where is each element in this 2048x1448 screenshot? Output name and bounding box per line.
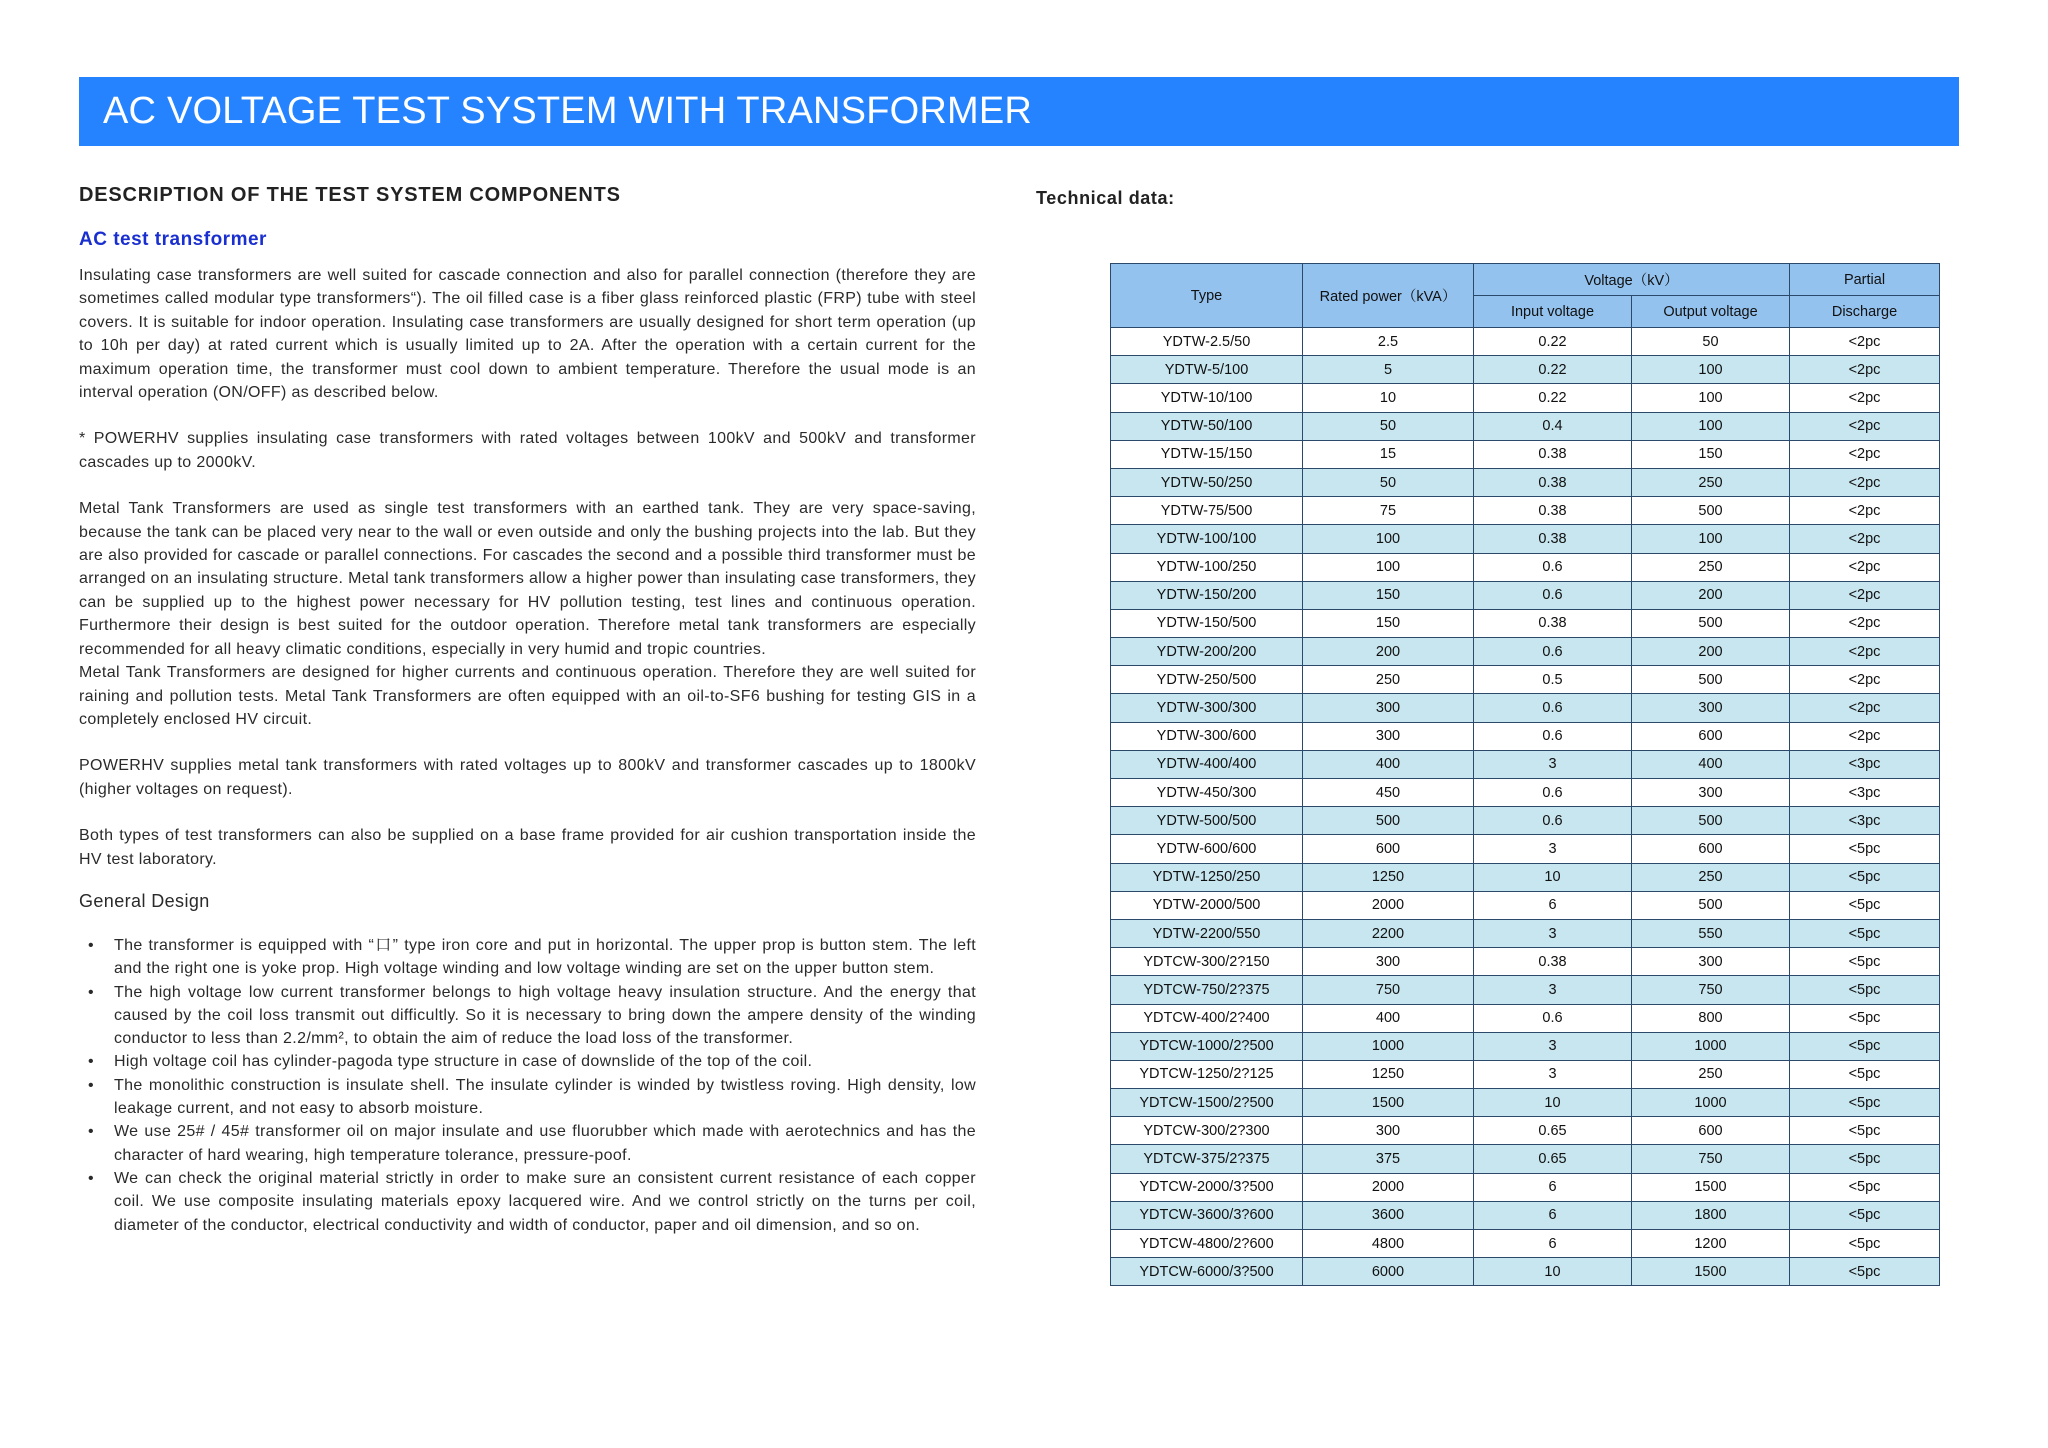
cell-output-voltage: 50 (1632, 328, 1790, 356)
cell-output-voltage: 250 (1632, 468, 1790, 496)
cell-input-voltage: 0.38 (1474, 440, 1632, 468)
table-row (1111, 948, 1940, 976)
table-row (1111, 694, 1940, 722)
cell-input-voltage: 0.38 (1474, 609, 1632, 637)
cell-type: YDTCW-1250/2?125 (1111, 1060, 1303, 1088)
cell-rated-power: 1250 (1303, 863, 1474, 891)
cell-input-voltage: 10 (1474, 1258, 1632, 1286)
cell-rated-power: 1000 (1303, 1032, 1474, 1060)
cell-input-voltage: 3 (1474, 976, 1632, 1004)
cell-type: YDTW-200/200 (1111, 638, 1303, 666)
technical-data-table (1110, 263, 1940, 1286)
table-row (1111, 1145, 1940, 1173)
description-column (79, 180, 976, 1237)
cell-input-voltage: 6 (1474, 1230, 1632, 1258)
cell-output-voltage: 1000 (1632, 1089, 1790, 1117)
section-title: DESCRIPTION OF THE TEST SYSTEM COMPONENTS (79, 184, 621, 206)
paragraph-insulating-case: Insulating case transformers are well suited for cascade connection and also for parallel connection (therefore they are sometimes called modular type transformers“). The oil filled case is a fiber glass reinforced plastic (FRP) tube with steel covers. It is suitable for indoor operation. Insulating case transformers are usually designed for short term operation (up to 10h per day) at rated current which is usually limited up to 2A. After the operation with a certain current for the maximum operation time, the transformer must cool down to ambient temperature. Therefore the usual mode is an interval operation (ON/OFF) as described below. (79, 267, 976, 402)
cell-type: YDTW-10/100 (1111, 384, 1303, 412)
cell-input-voltage: 0.6 (1474, 807, 1632, 835)
table-row (1111, 581, 1940, 609)
cell-rated-power: 50 (1303, 412, 1474, 440)
cell-type: YDTCW-1500/2?500 (1111, 1089, 1303, 1117)
cell-output-voltage: 100 (1632, 525, 1790, 553)
cell-input-voltage: 0.6 (1474, 779, 1632, 807)
cell-rated-power: 6000 (1303, 1258, 1474, 1286)
table-row (1111, 919, 1940, 947)
cell-rated-power: 3600 (1303, 1201, 1474, 1229)
table-row (1111, 1173, 1940, 1201)
table-row (1111, 1089, 1940, 1117)
paragraph-metal-tank-currents: Metal Tank Transformers are designed for higher currents and continuous operation. Therefore they are well suited for raining and pollution tests. Metal Tank Transformers are often equipped with an oil-to-SF6 bushing for testing GIS in a completely enclosed HV circuit. (79, 664, 976, 728)
cell-partial-discharge: <5pc (1790, 1145, 1940, 1173)
cell-type: YDTW-15/150 (1111, 440, 1303, 468)
table-row (1111, 1004, 1940, 1032)
cell-type: YDTW-100/100 (1111, 525, 1303, 553)
cell-input-voltage: 0.6 (1474, 553, 1632, 581)
cell-output-voltage: 600 (1632, 722, 1790, 750)
header-input-voltage: Input voltage (1474, 296, 1632, 328)
cell-rated-power: 2000 (1303, 891, 1474, 919)
cell-type: YDTW-1250/250 (1111, 863, 1303, 891)
table-row (1111, 468, 1940, 496)
cell-type: YDTCW-750/2?375 (1111, 976, 1303, 1004)
cell-rated-power: 50 (1303, 468, 1474, 496)
cell-input-voltage: 3 (1474, 919, 1632, 947)
paragraph-base-frame: Both types of test transformers can also be supplied on a base frame provided for air cushion transportation inside the HV test laboratory. (79, 827, 976, 868)
cell-rated-power: 10 (1303, 384, 1474, 412)
cell-partial-discharge: <5pc (1790, 891, 1940, 919)
table-row (1111, 440, 1940, 468)
table-row (1111, 553, 1940, 581)
cell-input-voltage: 0.38 (1474, 525, 1632, 553)
cell-partial-discharge: <2pc (1790, 497, 1940, 525)
table-row (1111, 638, 1940, 666)
list-item: • We can check the original material strictly in order to make sure an consistent current resistance of each copper coil. We use composite insulating materials epoxy lacquered wire. And we control strictly on the turns per coil, diameter of the conductor, electrical conductivity and width of conductor, paper and oil dimension, and so on. (79, 1167, 976, 1237)
cell-rated-power: 500 (1303, 807, 1474, 835)
cell-rated-power: 150 (1303, 581, 1474, 609)
cell-output-voltage: 1500 (1632, 1258, 1790, 1286)
table-row (1111, 835, 1940, 863)
cell-partial-discharge: <2pc (1790, 638, 1940, 666)
cell-output-voltage: 150 (1632, 440, 1790, 468)
bullet-icon: • (88, 1053, 94, 1071)
paragraph-powerhv-insulating: * POWERHV supplies insulating case transformers with rated voltages between 100kV and 500kV and transformer cascades up to 2000kV. (79, 430, 976, 471)
cell-partial-discharge: <2pc (1790, 525, 1940, 553)
cell-output-voltage: 600 (1632, 1117, 1790, 1145)
cell-input-voltage: 10 (1474, 1089, 1632, 1117)
cell-rated-power: 200 (1303, 638, 1474, 666)
cell-rated-power: 600 (1303, 835, 1474, 863)
cell-rated-power: 2000 (1303, 1173, 1474, 1201)
table-row (1111, 412, 1940, 440)
table-row (1111, 525, 1940, 553)
cell-output-voltage: 100 (1632, 412, 1790, 440)
cell-type: YDTW-300/600 (1111, 722, 1303, 750)
subsection-title: AC test transformer (79, 229, 267, 250)
cell-input-voltage: 0.6 (1474, 722, 1632, 750)
cell-partial-discharge: <5pc (1790, 976, 1940, 1004)
cell-input-voltage: 0.6 (1474, 1004, 1632, 1032)
cell-rated-power: 300 (1303, 948, 1474, 976)
cell-rated-power: 450 (1303, 779, 1474, 807)
header-discharge: Discharge (1790, 296, 1940, 328)
cell-partial-discharge: <3pc (1790, 750, 1940, 778)
cell-partial-discharge: <2pc (1790, 440, 1940, 468)
bullet-icon: • (88, 1123, 94, 1141)
cell-input-voltage: 0.6 (1474, 581, 1632, 609)
paragraph-metal-tank: Metal Tank Transformers are used as single test transformers with an earthed tank. They are very space-saving, because the tank can be placed very near to the wall or even outside and only the bushing projects into the lab. But they are also provided for cascade or parallel connections. For cascades the second and a possible third transformer must be arranged on an insulating structure. Metal tank transformers allow a higher power than insulating case transformers, they can be supplied up to the highest power necessary for HV pollution testing, test lines and continuous operation. Furthermore their design is best suited for the outdoor operation. Therefore metal tank transformers are especially recommended for all heavy climatic conditions, especially in very humid and tropic countries. (79, 500, 977, 658)
cell-partial-discharge: <2pc (1790, 722, 1940, 750)
cell-input-voltage: 0.38 (1474, 497, 1632, 525)
cell-rated-power: 1250 (1303, 1060, 1474, 1088)
cell-type: YDTW-2200/550 (1111, 919, 1303, 947)
cell-partial-discharge: <2pc (1790, 468, 1940, 496)
cell-partial-discharge: <2pc (1790, 694, 1940, 722)
cell-type: YDTCW-2000/3?500 (1111, 1173, 1303, 1201)
cell-type: YDTCW-1000/2?500 (1111, 1032, 1303, 1060)
cell-type: YDTW-400/400 (1111, 750, 1303, 778)
cell-output-voltage: 750 (1632, 1145, 1790, 1173)
cell-partial-discharge: <2pc (1790, 356, 1940, 384)
cell-partial-discharge: <5pc (1790, 1230, 1940, 1258)
cell-output-voltage: 750 (1632, 976, 1790, 1004)
cell-partial-discharge: <5pc (1790, 1258, 1940, 1286)
cell-input-voltage: 0.6 (1474, 638, 1632, 666)
cell-output-voltage: 300 (1632, 779, 1790, 807)
cell-type: YDTW-150/500 (1111, 609, 1303, 637)
cell-output-voltage: 500 (1632, 609, 1790, 637)
cell-type: YDTW-2000/500 (1111, 891, 1303, 919)
list-item: • We use 25# / 45# transformer oil on major insulate and use fluorubber which made with aerotechnics and has the character of hard wearing, high temperature tolerance, pressure-poof. (79, 1120, 976, 1167)
cell-partial-discharge: <3pc (1790, 807, 1940, 835)
cell-type: YDTCW-4800/2?600 (1111, 1230, 1303, 1258)
header-voltage: Voltage（kV） (1474, 264, 1790, 296)
cell-input-voltage: 6 (1474, 1201, 1632, 1229)
cell-rated-power: 300 (1303, 722, 1474, 750)
table-row (1111, 497, 1940, 525)
cell-output-voltage: 550 (1632, 919, 1790, 947)
list-item: • The transformer is equipped with “口” type iron core and put in horizontal. The upper prop is button stem. The left and the right one is yoke prop. High voltage winding and low voltage winding are set on the upper button stem. (79, 934, 976, 981)
cell-partial-discharge: <2pc (1790, 384, 1940, 412)
cell-rated-power: 15 (1303, 440, 1474, 468)
cell-partial-discharge: <5pc (1790, 863, 1940, 891)
cell-type: YDTW-250/500 (1111, 666, 1303, 694)
cell-rated-power: 400 (1303, 1004, 1474, 1032)
cell-output-voltage: 250 (1632, 553, 1790, 581)
cell-rated-power: 300 (1303, 694, 1474, 722)
cell-input-voltage: 0.38 (1474, 948, 1632, 976)
cell-partial-discharge: <2pc (1790, 581, 1940, 609)
table-row (1111, 1230, 1940, 1258)
design-bullet-list (79, 934, 976, 1237)
cell-input-voltage: 0.22 (1474, 328, 1632, 356)
cell-partial-discharge: <5pc (1790, 1201, 1940, 1229)
cell-type: YDTCW-300/2?150 (1111, 948, 1303, 976)
cell-output-voltage: 200 (1632, 638, 1790, 666)
list-item: • The high voltage low current transformer belongs to high voltage heavy insulation structure. And the energy that caused by the coil loss transmit out difficultly. So it is necessary to bring down the ampere density of the winding conductor to less than 2.2/mm², to obtain the aim of reduce the load loss of the transformer. (79, 981, 976, 1051)
table-row (1111, 863, 1940, 891)
cell-output-voltage: 1500 (1632, 1173, 1790, 1201)
table-row (1111, 976, 1940, 1004)
cell-input-voltage: 10 (1474, 863, 1632, 891)
cell-input-voltage: 0.6 (1474, 694, 1632, 722)
table-row (1111, 1117, 1940, 1145)
cell-partial-discharge: <2pc (1790, 609, 1940, 637)
cell-input-voltage: 0.22 (1474, 356, 1632, 384)
cell-type: YDTW-75/500 (1111, 497, 1303, 525)
table-row (1111, 807, 1940, 835)
cell-rated-power: 5 (1303, 356, 1474, 384)
cell-partial-discharge: <5pc (1790, 1089, 1940, 1117)
table-row (1111, 328, 1940, 356)
cell-partial-discharge: <5pc (1790, 919, 1940, 947)
paragraph-powerhv-metal-tank: POWERHV supplies metal tank transformers with rated voltages up to 800kV and transformer cascades up to 1800kV (higher voltages on request). (79, 757, 976, 798)
bullet-icon: • (88, 936, 94, 954)
table-row (1111, 750, 1940, 778)
table-row (1111, 1060, 1940, 1088)
cell-rated-power: 300 (1303, 1117, 1474, 1145)
header-rated-power: Rated power（kVA） (1303, 264, 1474, 328)
cell-partial-discharge: <5pc (1790, 1173, 1940, 1201)
cell-partial-discharge: <2pc (1790, 412, 1940, 440)
general-design-heading: General Design (79, 890, 210, 911)
cell-partial-discharge: <2pc (1790, 666, 1940, 694)
cell-output-voltage: 1800 (1632, 1201, 1790, 1229)
cell-partial-discharge: <5pc (1790, 1032, 1940, 1060)
table-row (1111, 722, 1940, 750)
cell-output-voltage: 500 (1632, 666, 1790, 694)
cell-partial-discharge: <2pc (1790, 328, 1940, 356)
cell-type: YDTCW-400/2?400 (1111, 1004, 1303, 1032)
table-row (1111, 1258, 1940, 1286)
cell-type: YDTW-50/250 (1111, 468, 1303, 496)
cell-output-voltage: 100 (1632, 356, 1790, 384)
cell-output-voltage: 250 (1632, 863, 1790, 891)
cell-partial-discharge: <5pc (1790, 948, 1940, 976)
cell-output-voltage: 500 (1632, 807, 1790, 835)
table-body (1111, 328, 1940, 1286)
table-row (1111, 666, 1940, 694)
cell-rated-power: 75 (1303, 497, 1474, 525)
cell-input-voltage: 3 (1474, 835, 1632, 863)
page-banner-title: AC VOLTAGE TEST SYSTEM WITH TRANSFORMER (79, 77, 1959, 146)
header-output-voltage: Output voltage (1632, 296, 1790, 328)
cell-type: YDTW-50/100 (1111, 412, 1303, 440)
cell-output-voltage: 200 (1632, 581, 1790, 609)
cell-output-voltage: 100 (1632, 384, 1790, 412)
table-row (1111, 779, 1940, 807)
cell-partial-discharge: <2pc (1790, 553, 1940, 581)
cell-type: YDTCW-3600/3?600 (1111, 1201, 1303, 1229)
cell-partial-discharge: <5pc (1790, 1004, 1940, 1032)
cell-output-voltage: 300 (1632, 694, 1790, 722)
cell-partial-discharge: <5pc (1790, 1117, 1940, 1145)
cell-output-voltage: 1200 (1632, 1230, 1790, 1258)
cell-type: YDTW-100/250 (1111, 553, 1303, 581)
cell-rated-power: 2200 (1303, 919, 1474, 947)
cell-input-voltage: 3 (1474, 1032, 1632, 1060)
cell-output-voltage: 300 (1632, 948, 1790, 976)
cell-rated-power: 250 (1303, 666, 1474, 694)
cell-output-voltage: 1000 (1632, 1032, 1790, 1060)
cell-input-voltage: 3 (1474, 1060, 1632, 1088)
bullet-icon: • (88, 1076, 94, 1094)
cell-input-voltage: 0.4 (1474, 412, 1632, 440)
table-row (1111, 384, 1940, 412)
cell-input-voltage: 0.5 (1474, 666, 1632, 694)
cell-rated-power: 375 (1303, 1145, 1474, 1173)
cell-input-voltage: 3 (1474, 750, 1632, 778)
table-row (1111, 1032, 1940, 1060)
cell-type: YDTW-150/200 (1111, 581, 1303, 609)
cell-partial-discharge: <3pc (1790, 779, 1940, 807)
cell-rated-power: 100 (1303, 525, 1474, 553)
cell-rated-power: 150 (1303, 609, 1474, 637)
cell-rated-power: 400 (1303, 750, 1474, 778)
cell-rated-power: 750 (1303, 976, 1474, 1004)
cell-partial-discharge: <5pc (1790, 1060, 1940, 1088)
table-row (1111, 1201, 1940, 1229)
cell-rated-power: 4800 (1303, 1230, 1474, 1258)
technical-data-title: Technical data: (1036, 188, 1175, 208)
table-row (1111, 356, 1940, 384)
cell-input-voltage: 6 (1474, 891, 1632, 919)
cell-output-voltage: 800 (1632, 1004, 1790, 1032)
list-item: • High voltage coil has cylinder-pagoda type structure in case of downslide of the top of the coil. (79, 1050, 976, 1073)
cell-type: YDTW-600/600 (1111, 835, 1303, 863)
cell-rated-power: 2.5 (1303, 328, 1474, 356)
list-item: • The monolithic construction is insulate shell. The insulate cylinder is winded by twistless roving. High density, low leakage current, and not easy to absorb moisture. (79, 1074, 976, 1121)
header-partial: Partial (1790, 264, 1940, 296)
header-type: Type (1111, 264, 1303, 328)
cell-type: YDTCW-375/2?375 (1111, 1145, 1303, 1173)
cell-input-voltage: 0.65 (1474, 1117, 1632, 1145)
bullet-icon: • (88, 1169, 94, 1187)
cell-input-voltage: 0.65 (1474, 1145, 1632, 1173)
cell-rated-power: 1500 (1303, 1089, 1474, 1117)
cell-output-voltage: 400 (1632, 750, 1790, 778)
table-row (1111, 891, 1940, 919)
cell-output-voltage: 600 (1632, 835, 1790, 863)
cell-rated-power: 100 (1303, 553, 1474, 581)
cell-type: YDTCW-300/2?300 (1111, 1117, 1303, 1145)
cell-type: YDTW-2.5/50 (1111, 328, 1303, 356)
cell-output-voltage: 250 (1632, 1060, 1790, 1088)
table-row (1111, 609, 1940, 637)
cell-output-voltage: 500 (1632, 891, 1790, 919)
cell-type: YDTW-450/300 (1111, 779, 1303, 807)
cell-type: YDTCW-6000/3?500 (1111, 1258, 1303, 1286)
cell-type: YDTW-300/300 (1111, 694, 1303, 722)
bullet-icon: • (88, 983, 94, 1001)
cell-input-voltage: 6 (1474, 1173, 1632, 1201)
cell-type: YDTW-5/100 (1111, 356, 1303, 384)
cell-partial-discharge: <5pc (1790, 835, 1940, 863)
cell-output-voltage: 500 (1632, 497, 1790, 525)
cell-input-voltage: 0.22 (1474, 384, 1632, 412)
cell-type: YDTW-500/500 (1111, 807, 1303, 835)
cell-input-voltage: 0.38 (1474, 468, 1632, 496)
